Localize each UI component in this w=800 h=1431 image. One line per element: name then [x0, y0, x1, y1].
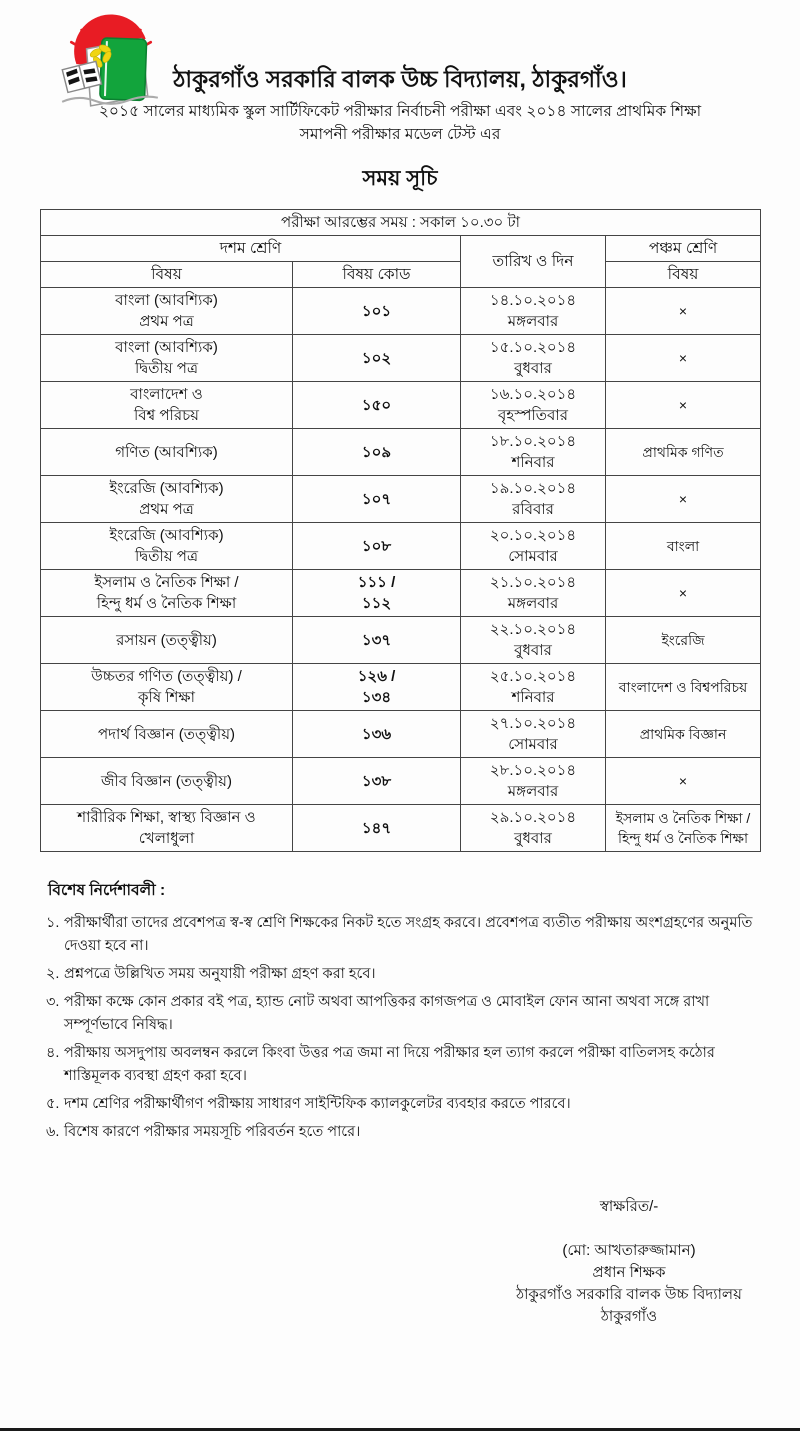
table-row: [41, 570, 761, 617]
date-cell: ২৯.১০.২০১৪ বুধবার: [461, 805, 606, 852]
school-name: ঠাকুরগাঁও সরকারি বালক উচ্চ বিদ্যালয়, ঠাকুরগাঁও।: [173, 66, 627, 92]
instruction-number: ৬.: [46, 1124, 60, 1140]
class5-subject-cell: ×: [606, 476, 761, 523]
column-header-date: তারিখ ও দিন: [461, 236, 606, 288]
date-cell: ১৮.১০.২০১৪ শনিবার: [461, 429, 606, 476]
date-cell: ১৬.১০.২০১৪ বৃহস্পতিবার: [461, 382, 606, 429]
instruction-number: ১.: [46, 915, 60, 931]
schedule-title: সময় সূচি: [362, 167, 438, 190]
date-cell: ২১.১০.২০১৪ মঙ্গলবার: [461, 570, 606, 617]
subject-cell: ইংরেজি (আবশ্যিক) প্রথম পত্র: [41, 476, 293, 523]
column-header-class5-subject: বিষয়: [606, 262, 761, 288]
instruction-text: প্রশ্নপত্রে উল্লিখিত সময় অনুযায়ী পরীক্ষা গ্রহণ করা হবে।: [64, 966, 376, 982]
class5-subject-cell: ×: [606, 758, 761, 805]
column-header-class10: দশম শ্রেণি: [41, 236, 461, 262]
subject-cell: শারীরিক শিক্ষা, স্বাস্থ্য বিজ্ঞান ও খেলাধুলা: [41, 805, 293, 852]
signature-block: [498, 1196, 760, 1328]
date-cell: ১৪.১০.২০১৪ মঙ্গলবার: [461, 288, 606, 335]
code-cell: ১৩৭: [293, 617, 461, 664]
instruction-item: [40, 991, 760, 1037]
instruction-number: ৫.: [46, 1096, 60, 1112]
code-cell: ১০২: [293, 335, 461, 382]
column-header-subject: বিষয়: [41, 262, 293, 288]
instruction-item: [40, 1042, 760, 1088]
column-header-class5: পঞ্চম শ্রেণি: [606, 236, 761, 262]
date-cell: ২২.১০.২০১৪ বুধবার: [461, 617, 606, 664]
signature-school-name: ঠাকুরগাঁও সরকারি বালক উচ্চ বিদ্যালয়: [516, 1286, 742, 1303]
class5-subject-cell: ইসলাম ও নৈতিক শিক্ষা / হিন্দু ধর্ম ও নৈতিক শিক্ষা: [606, 805, 761, 852]
column-header-code: বিষয় কোড: [293, 262, 461, 288]
instruction-item: [40, 1093, 760, 1116]
subject-cell: জীব বিজ্ঞান (তত্ত্বীয়): [41, 758, 293, 805]
code-cell: ১৫০: [293, 382, 461, 429]
start-time-row: [41, 210, 761, 236]
table-row: [41, 335, 761, 382]
instruction-number: ৪.: [46, 1045, 60, 1061]
table-row: [41, 476, 761, 523]
code-cell: ১১১ / ১১২: [293, 570, 461, 617]
document-header: [40, 0, 760, 197]
code-cell: ১০৭: [293, 476, 461, 523]
subject-cell: বাংলা (আবশ্যিক) দ্বিতীয় পত্র: [41, 335, 293, 382]
table-row: [41, 429, 761, 476]
instruction-text: পরীক্ষা কক্ষে কোন প্রকার বই পত্র, হ্যান্ড নোট অথবা আপত্তিকর কাগজপত্র ও মোবাইল ফোন আনা অথবা সঙ্গে রাখা সম্পূর্ণভাবে নিষিদ্ধ।: [64, 994, 710, 1033]
table-row: [41, 523, 761, 570]
subject-cell: উচ্চতর গণিত (তত্ত্বীয়) / কৃষি শিক্ষা: [41, 664, 293, 711]
instruction-text: বিশেষ কারণে পরীক্ষার সময়সূচি পরিবর্তন হতে পারে।: [64, 1124, 361, 1140]
date-cell: ১৫.১০.২০১৪ বুধবার: [461, 335, 606, 382]
date-cell: ২৮.১০.২০১৪ মঙ্গলবার: [461, 758, 606, 805]
subject-cell: ইসলাম ও নৈতিক শিক্ষা / হিন্দু ধর্ম ও নৈতিক শিক্ষা: [41, 570, 293, 617]
subject-cell: ইংরেজি (আবশ্যিক) দ্বিতীয় পত্র: [41, 523, 293, 570]
table-row: [41, 664, 761, 711]
signature-place: ঠাকুরগাঁও: [600, 1308, 658, 1325]
table-row: [41, 758, 761, 805]
class5-subject-cell: ×: [606, 570, 761, 617]
subject-cell: বাংলাদেশ ও বিশ্ব পরিচয়: [41, 382, 293, 429]
code-cell: ১০৮: [293, 523, 461, 570]
headmaster-designation: প্রধান শিক্ষক: [592, 1264, 666, 1281]
code-cell: ১৪৭: [293, 805, 461, 852]
table-row: [41, 805, 761, 852]
code-cell: ১০১: [293, 288, 461, 335]
school-logo: [54, 8, 166, 110]
date-cell: ১৯.১০.২০১৪ রবিবার: [461, 476, 606, 523]
headmaster-name: (মো: আখতারুজ্জামান): [562, 1242, 696, 1259]
instructions-heading: বিশেষ নির্দেশাবলী :: [48, 882, 166, 899]
code-cell: ১০৯: [293, 429, 461, 476]
code-cell: ১২৬ / ১৩৪: [293, 664, 461, 711]
instruction-item: [40, 1121, 760, 1144]
class5-subject-cell: ×: [606, 382, 761, 429]
exam-description-line2: সমাপনী পরীক্ষার মডেল টেস্ট এর: [299, 126, 501, 143]
table-row: [41, 617, 761, 664]
instruction-text: পরীক্ষার্থীরা তাদের প্রবেশপত্র স্ব-স্ব শ্রেণি শিক্ষকের নিকট হতে সংগ্রহ করবে। প্রবেশপত্র ব্যতীত পরীক্ষায় অংশগ্রহণের অনুমতি দেওয়া হবে না।: [64, 915, 753, 954]
instruction-item: [40, 912, 760, 958]
table-row: [41, 288, 761, 335]
date-cell: ২৫.১০.২০১৪ শনিবার: [461, 664, 606, 711]
date-cell: ২৭.১০.২০১৪ সোমবার: [461, 711, 606, 758]
code-cell: ১৩৮: [293, 758, 461, 805]
special-instructions: [40, 878, 760, 1144]
class5-subject-cell: প্রাথমিক বিজ্ঞান: [606, 711, 761, 758]
bottom-whitespace: [40, 1328, 760, 1428]
subject-cell: গণিত (আবশ্যিক): [41, 429, 293, 476]
table-row: [41, 382, 761, 429]
class5-subject-cell: ×: [606, 335, 761, 382]
exam-start-time: পরীক্ষা আরম্ভের সময় : সকাল ১০.৩০ টা: [41, 210, 761, 236]
exam-schedule-table: [40, 209, 761, 852]
exam-description-line1: ২০১৫ সালের মাধ্যমিক স্কুল সার্টিফিকেট পরীক্ষার নির্বাচনী পরীক্ষা এবং ২০১৪ সালের প্রাথমিক শিক্ষা: [98, 103, 702, 120]
instruction-number: ২.: [46, 966, 60, 982]
table-header-row-1: [41, 236, 761, 262]
signed-label: স্বাক্ষরিত/-: [599, 1198, 659, 1215]
code-cell: ১৩৬: [293, 711, 461, 758]
instruction-text: পরীক্ষায় অসদুপায় অবলম্বন করলে কিংবা উত্তর পত্র জমা না দিয়ে পরীক্ষার হল ত্যাগ করলে পরীক্ষা বাতিলসহ কঠোর শাস্তিমূলক ব্যবস্থা গ্রহণ করা হবে।: [64, 1045, 715, 1084]
table-row: [41, 711, 761, 758]
class5-subject-cell: বাংলাদেশ ও বিশ্বপরিচয়: [606, 664, 761, 711]
class5-subject-cell: বাংলা: [606, 523, 761, 570]
school-logo-graphic: [54, 8, 166, 110]
class5-subject-cell: ×: [606, 288, 761, 335]
subject-cell: পদার্থ বিজ্ঞান (তত্ত্বীয়): [41, 711, 293, 758]
instruction-text: দশম শ্রেণির পরীক্ষার্থীগণ পরীক্ষায় সাধারণ সাইন্টিফিক ক্যালকুলেটর ব্যবহার করতে পারবে।: [64, 1096, 571, 1112]
subject-cell: বাংলা (আবশ্যিক) প্রথম পত্র: [41, 288, 293, 335]
class5-subject-cell: ইংরেজি: [606, 617, 761, 664]
subject-cell: রসায়ন (তত্ত্বীয়): [41, 617, 293, 664]
instruction-item: [40, 963, 760, 986]
class5-subject-cell: প্রাথমিক গণিত: [606, 429, 761, 476]
instruction-number: ৩.: [46, 994, 60, 1010]
table-header-row-2: [41, 262, 761, 288]
date-cell: ২০.১০.২০১৪ সোমবার: [461, 523, 606, 570]
